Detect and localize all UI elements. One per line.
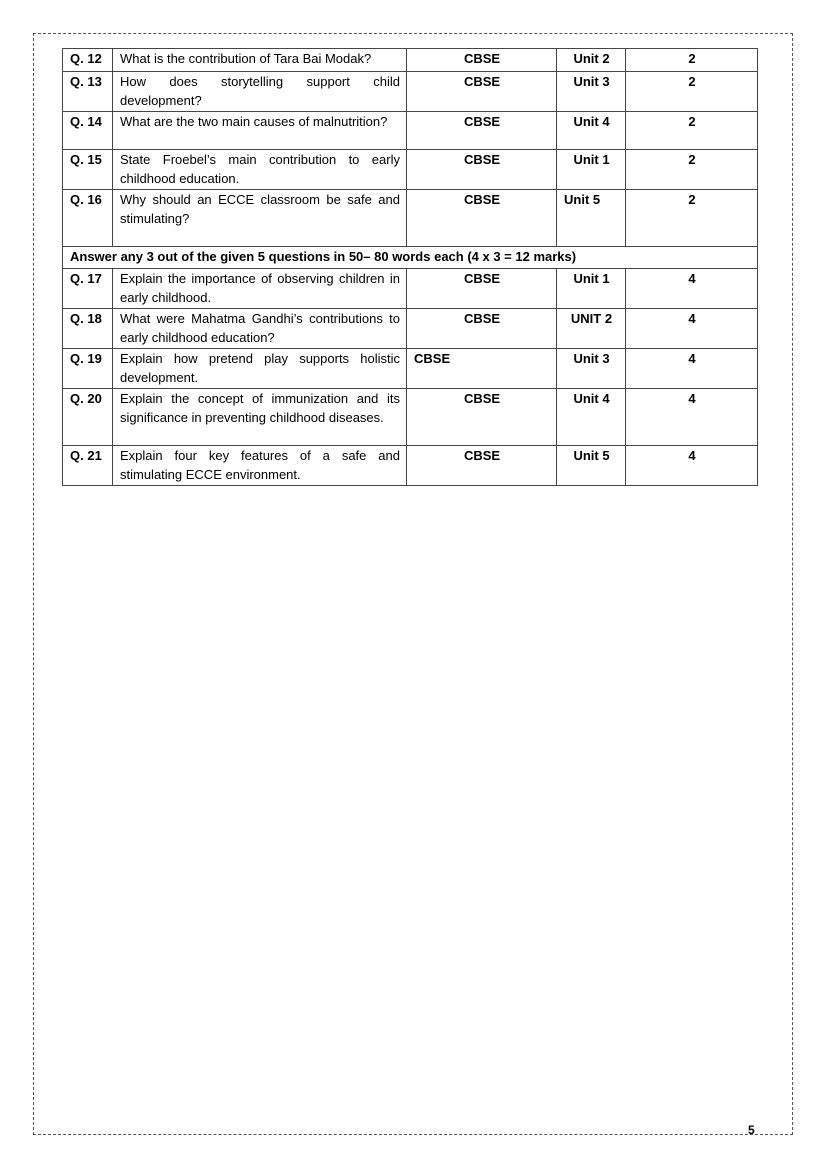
unit-cell: Unit 1 [557, 269, 626, 309]
question-text: Explain four key features of a safe and stimulating ECCE environment. [113, 446, 407, 486]
question-text: Explain the importance of observing children in early childhood. [113, 269, 407, 309]
unit-cell: Unit 4 [557, 112, 626, 150]
marks-cell: 2 [626, 72, 758, 112]
unit-cell: Unit 3 [557, 72, 626, 112]
marks-cell: 2 [626, 150, 758, 190]
section-row [63, 247, 758, 269]
page-number: 5 [748, 1123, 755, 1137]
question-number: Q. 13 [63, 72, 113, 112]
question-text: Explain how pretend play supports holistic development. [113, 349, 407, 389]
question-number: Q. 14 [63, 112, 113, 150]
table-row [63, 269, 758, 309]
marks-cell: 4 [626, 269, 758, 309]
marks-cell: 4 [626, 349, 758, 389]
question-text: What were Mahatma Gandhi’s contributions to early childhood education? [113, 309, 407, 349]
board-cell: CBSE [407, 150, 557, 190]
table-row [63, 190, 758, 247]
board-cell: CBSE [407, 309, 557, 349]
question-number: Q. 17 [63, 269, 113, 309]
unit-cell: Unit 1 [557, 150, 626, 190]
question-number: Q. 16 [63, 190, 113, 247]
unit-cell: Unit 3 [557, 349, 626, 389]
section-heading: Answer any 3 out of the given 5 questions in 50– 80 words each (4 x 3 = 12 marks) [63, 247, 758, 269]
question-text: State Froebel’s main contribution to early childhood education. [113, 150, 407, 190]
marks-cell: 2 [626, 49, 758, 72]
unit-cell: Unit 5 [557, 190, 626, 247]
question-number: Q. 15 [63, 150, 113, 190]
question-number: Q. 21 [63, 446, 113, 486]
table-row [63, 150, 758, 190]
marks-cell: 4 [626, 389, 758, 446]
table-row [63, 49, 758, 72]
board-cell: CBSE [407, 269, 557, 309]
unit-cell: Unit 4 [557, 389, 626, 446]
marks-cell: 2 [626, 112, 758, 150]
question-text: What are the two main causes of malnutrition? [113, 112, 407, 150]
board-cell: CBSE [407, 446, 557, 486]
board-cell: CBSE [407, 190, 557, 247]
question-text: Why should an ECCE classroom be safe and stimulating? [113, 190, 407, 247]
board-cell: CBSE [407, 112, 557, 150]
table-row [63, 349, 758, 389]
marks-cell: 4 [626, 309, 758, 349]
question-number: Q. 20 [63, 389, 113, 446]
marks-cell: 4 [626, 446, 758, 486]
question-text: What is the contribution of Tara Bai Modak? [113, 49, 407, 72]
board-cell: CBSE [407, 72, 557, 112]
unit-cell: Unit 5 [557, 446, 626, 486]
question-number: Q. 18 [63, 309, 113, 349]
table-row [63, 112, 758, 150]
unit-cell: UNIT 2 [557, 309, 626, 349]
table-row [63, 72, 758, 112]
board-cell: CBSE [407, 389, 557, 446]
board-cell: CBSE [407, 349, 557, 389]
table-row [63, 446, 758, 486]
board-cell: CBSE [407, 49, 557, 72]
unit-cell: Unit 2 [557, 49, 626, 72]
marks-cell: 2 [626, 190, 758, 247]
table-row [63, 309, 758, 349]
question-number: Q. 19 [63, 349, 113, 389]
question-text: How does storytelling support child development? [113, 72, 407, 112]
table-row [63, 389, 758, 446]
question-table [62, 48, 758, 486]
question-number: Q. 12 [63, 49, 113, 72]
question-text: Explain the concept of immunization and its significance in preventing childhood diseases. [113, 389, 407, 446]
